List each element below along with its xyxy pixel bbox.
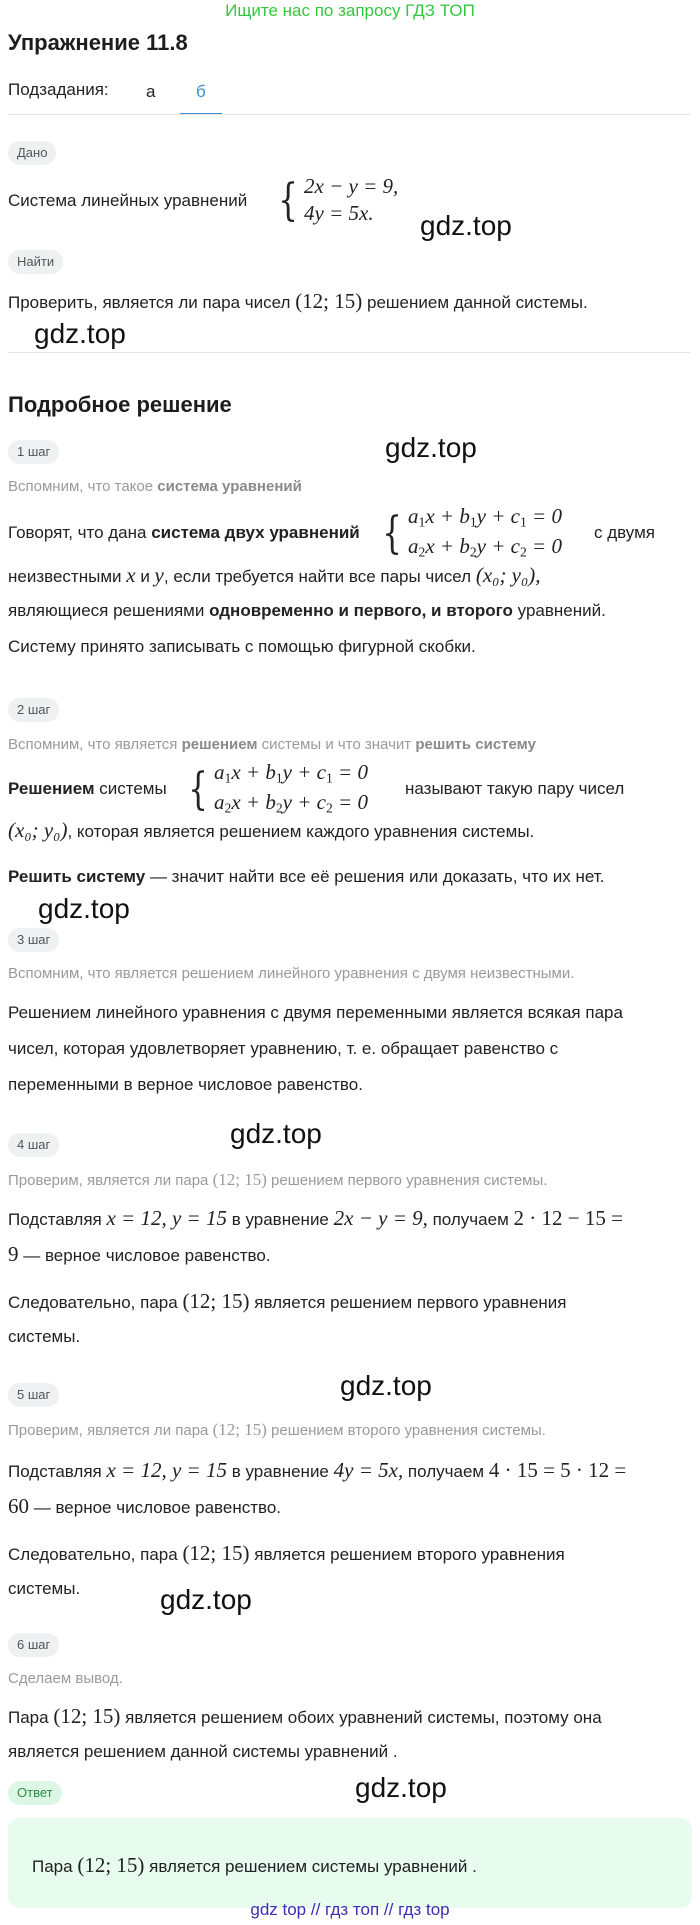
step2-line3: Решить систему — значит найти все её решения или доказать, что их нет. [8,867,605,886]
step4-pill: 4 шаг [8,1133,59,1157]
answer-pill: Ответ [8,1781,62,1805]
footer-link[interactable]: гдз топ [325,1900,380,1919]
step1-pill: 1 шаг [8,440,59,464]
watermark: gdz.top [38,893,130,924]
step3-hint: Вспомним, что является решением линейного уравнения с двумя неизвестными. [8,965,575,982]
step3-pill: 3 шаг [8,928,59,952]
step6-line2: является решением данной системы уравнений . [8,1742,398,1761]
step1-line3: являющиеся решениями одновременно и первого, и второго уравнений. [8,601,606,620]
given-eq2: 4y = 5x. [304,201,374,225]
step2-system: { $a_1x + b_1y + c_1 = 0$ $a_2x + b_2y + c_2 = 0$ [188,760,368,816]
step3-line1: Решением линейного уравнения с двумя переменными является всякая пара [8,1003,623,1022]
step5-hint: Проверим, является ли пара (12; 15) решением второго уравнения системы. [8,1420,546,1439]
step6-pill: 6 шаг [8,1633,59,1657]
footer-link[interactable]: гдз top [398,1900,450,1919]
step2-pill: 2 шаг [8,698,59,722]
watermark: gdz.top [230,1118,322,1149]
step2-line1: Решением системы [8,779,167,798]
step5-line4: системы. [8,1579,81,1598]
step3-line3: переменными в верное числовое равенство. [8,1075,363,1094]
step2-hint: Вспомним, что является решением системы и что значит решить систему [8,736,536,753]
step3-line2: чисел, которая удовлетворяет уравнению, т. е. обращает равенство с [8,1039,559,1058]
given-text: Система линейных уравнений [8,191,248,210]
step5-line1: Подставляя x = 12, y = 15 в уравнение 4y = 5x, получаем 4 · 15 = 5 · 12 = [8,1458,627,1482]
answer-text: Пара (12; 15) является решением системы уравнений . [32,1853,477,1877]
step5-line3: Следовательно, пара (12; 15) является решением второго уравнения [8,1541,565,1565]
step4-line1: Подставляя x = 12, y = 15 в уравнение 2x − y = 9, получаем 2 · 12 − 15 = [8,1206,623,1230]
solution-title: Подробное решение [8,392,232,417]
watermark: gdz.top [340,1370,432,1401]
tab-subtask-b[interactable]: б [196,82,206,101]
step1-line1: Говорят, что дана система двух уравнений [8,523,360,542]
step2-line2: (x₀; y₀), которая является решением каждого уравнения системы. [8,818,535,842]
tab-subtask-a[interactable]: а [146,82,156,101]
step6-line1: Пара (12; 15) является решением обоих уравнений системы, поэтому она [8,1704,602,1728]
footer-links: gdz top // гдз топ // гдз top [250,1900,450,1919]
step1-line1-tail: с двумя [594,523,656,542]
step6-hint: Сделаем вывод. [8,1670,123,1687]
given-pill: Дано [8,141,56,165]
step2-line1-tail: называют такую пару чисел [405,779,625,798]
step5-pill: 5 шаг [8,1383,59,1407]
step1-line4: Систему принято записывать с помощью фигурной скобки. [8,637,476,656]
subtasks-label: Подзадания: [8,80,109,99]
watermark: gdz.top [420,210,512,241]
given-eq1: 2x − y = 9, [304,174,399,198]
step1-system: { $a_1x + b_1y + c_1 = 0$ $a_2x + b_2y + c_2 = 0$ [382,504,562,560]
watermark: gdz.top [34,318,126,349]
step4-line4: системы. [8,1327,81,1346]
step4-hint: Проверим, является ли пара (12; 15) решением первого уравнения системы. [8,1170,548,1189]
top-banner: Ищите нас по запросу ГДЗ ТОП [225,1,475,20]
step4-line2: 9 — верное числовое равенство. [8,1242,271,1266]
page-title: Упражнение 11.8 [8,30,188,55]
find-line: Проверить, является ли пара чисел (12; 15) решением данной системы. [8,289,588,313]
divider [8,352,690,353]
divider [8,114,690,115]
step4-line3: Следовательно, пара (12; 15) является решением первого уравнения [8,1289,567,1313]
watermark: gdz.top [385,432,477,463]
watermark: gdz.top [160,1584,252,1615]
footer-link[interactable]: gdz top [250,1900,307,1919]
step1-line2: неизвестными x и y, если требуется найти все пары чисел (x₀; y₀), [8,563,541,587]
watermark: gdz.top [355,1772,447,1803]
find-pill: Найти [8,250,63,274]
step5-line2: 60 — верное числовое равенство. [8,1494,282,1518]
step1-hint: Вспомним, что такое система уравнений [8,478,302,495]
given-system: { 2x − y = 9, 4y = 5x. [278,174,399,226]
